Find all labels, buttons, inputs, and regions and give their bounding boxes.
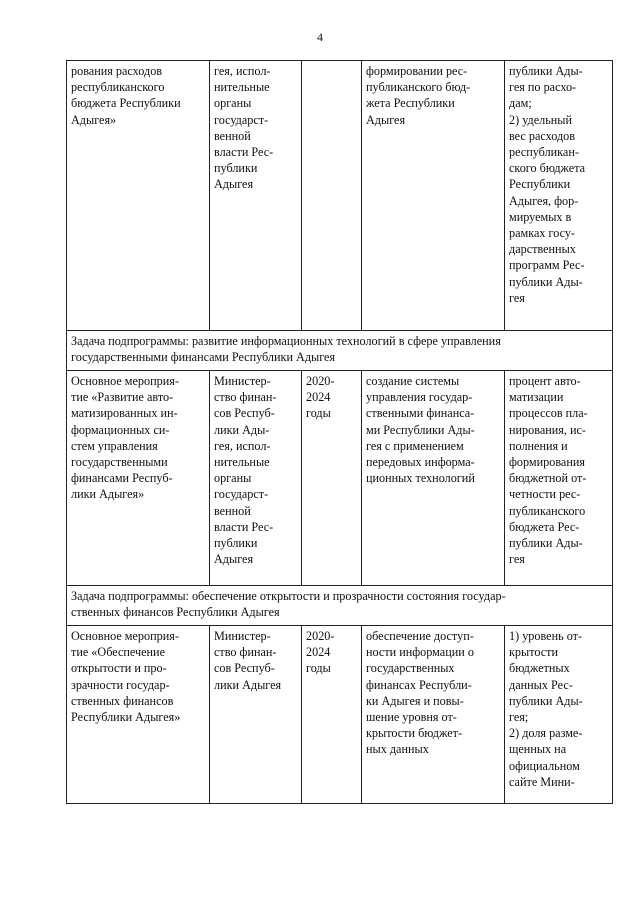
period-cell [302, 61, 362, 331]
event-cell: Основное мероприя- тие «Обеспечение открытости и про- зрачности государ- ственных финансов Республики Адыгея» [67, 626, 210, 804]
task-heading: Задача подпрограммы: обеспечение открытости и прозрачности состояния государ- ственных финансов Республики Адыгея [67, 586, 613, 626]
task-heading: Задача подпрограммы: развитие информационных технологий в сфере управления государственными финансами Республики Адыгея [67, 331, 613, 371]
task-row [67, 586, 613, 626]
executor-cell: гея, испол- нительные органы государст- венной власти Рес- публики Адыгея [210, 61, 302, 331]
executor-cell: Министер- ство финан- сов Респуб- лики Ады- гея, испол- нительные органы государст- венной власти Рес- публики Адыгея [210, 371, 302, 586]
result-cell: формировании рес- публиканского бюд- жета Республики Адыгея [362, 61, 505, 331]
executor-cell: Министер- ство финан- сов Респуб- лики Адыгея [210, 626, 302, 804]
indicator-cell: процент авто- матизации процессов пла- нирования, ис- полнения и формирования бюджетной от- четности рес- публиканского бюджета Рес- публики Ады- гея [505, 371, 613, 586]
table-row [67, 61, 613, 331]
period-cell: 2020- 2024 годы [302, 371, 362, 586]
indicator-cell: 1) уровень от- крытости бюджетных данных Рес- публики Ады- гея; 2) доля разме- щенных на официальном сайте Мини- [505, 626, 613, 804]
program-table [66, 60, 613, 804]
event-cell: Основное мероприя- тие «Развитие авто- матизированных ин- формационных си- стем управления государственными финансами Респуб- лики Адыгея» [67, 371, 210, 586]
task-row [67, 331, 613, 371]
table-row [67, 626, 613, 804]
result-cell: обеспечение доступ- ности информации о государственных финансах Республи- ки Адыгея и повы- шение уровня от- крытости бюджет- ных данных [362, 626, 505, 804]
indicator-cell: публики Ады- гея по расхо- дам; 2) удельный вес расходов республикан- ского бюджета Республики Адыгея, фор- мируемых в рамках госу- дарственных программ Рес- публики Ады- гея [505, 61, 613, 331]
period-cell: 2020- 2024 годы [302, 626, 362, 804]
page-number: 4 [317, 30, 323, 44]
table-row [67, 371, 613, 586]
result-cell: создание системы управления государ- ственными финанса- ми Республики Ады- гея с применением передовых информа- ционных технологий [362, 371, 505, 586]
event-cell: рования расходов республиканского бюджета Республики Адыгея» [67, 61, 210, 331]
